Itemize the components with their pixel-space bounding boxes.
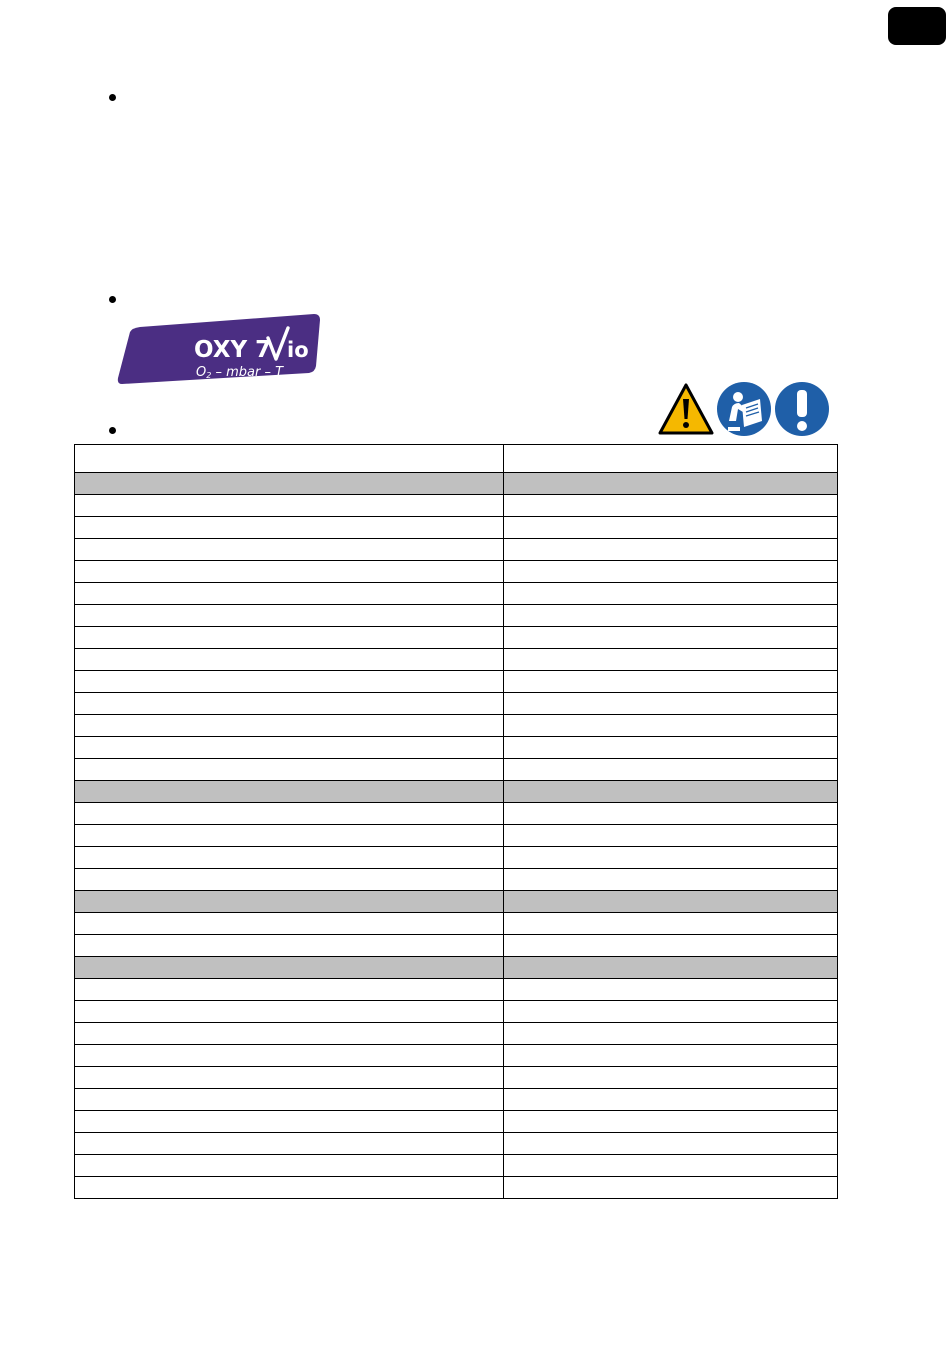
table-cell-value (504, 715, 838, 737)
table-cell-label (75, 1133, 504, 1155)
table-cell-label (75, 495, 504, 517)
table-cell-value (504, 649, 838, 671)
table-cell-value (504, 473, 838, 495)
table-cell-label (75, 825, 504, 847)
table-row (75, 539, 838, 561)
table-cell-label (75, 715, 504, 737)
table-row (75, 1155, 838, 1177)
table-cell-label (75, 869, 504, 891)
table-cell-label (75, 737, 504, 759)
table-row (75, 737, 838, 759)
table-cell-value (504, 847, 838, 869)
table-cell-label (75, 759, 504, 781)
table-cell-value (504, 1067, 838, 1089)
table-row (75, 847, 838, 869)
table-cell-label (75, 627, 504, 649)
bullet-1 (109, 94, 116, 101)
table-row (75, 1023, 838, 1045)
table-cell-label (75, 913, 504, 935)
table-cell-value (504, 627, 838, 649)
table-cell-value (504, 803, 838, 825)
table-cell-value (504, 979, 838, 1001)
table-cell-value (504, 693, 838, 715)
table-cell-label (75, 891, 504, 913)
table-cell-label (75, 1067, 504, 1089)
table-section-row (75, 781, 838, 803)
table-row (75, 1177, 838, 1199)
table-cell-label (75, 649, 504, 671)
table-cell-label (75, 957, 504, 979)
table-cell-label (75, 1155, 504, 1177)
table-cell-label (75, 473, 504, 495)
bullet-2 (109, 296, 116, 303)
table-cell-label (75, 693, 504, 715)
table-cell-label (75, 671, 504, 693)
table-cell-label (75, 1089, 504, 1111)
table-cell-label (75, 1111, 504, 1133)
table-cell-label (75, 583, 504, 605)
table-row (75, 759, 838, 781)
table-cell-value (504, 737, 838, 759)
table-cell-value (504, 957, 838, 979)
warning-triangle-icon (658, 381, 714, 437)
table-row (75, 1133, 838, 1155)
table-row (75, 1067, 838, 1089)
spec-table (74, 444, 838, 1199)
table-row (75, 979, 838, 1001)
table-header-row (75, 445, 838, 473)
table-cell-label (75, 847, 504, 869)
table-cell-value (504, 605, 838, 627)
svg-text:OXY 7 (194, 337, 271, 363)
table-row (75, 627, 838, 649)
safety-icons (658, 381, 830, 437)
logo-subtitle-rest: – mbar – T (211, 365, 284, 380)
table-cell-value (504, 583, 838, 605)
table-cell-label (75, 445, 504, 473)
table-row (75, 935, 838, 957)
table-cell-label (75, 1045, 504, 1067)
table-cell-value (504, 913, 838, 935)
table-row (75, 649, 838, 671)
table-row (75, 693, 838, 715)
table-cell-value (504, 539, 838, 561)
table-row (75, 1045, 838, 1067)
language-tab (888, 7, 946, 45)
table-cell-value (504, 1111, 838, 1133)
logo-brand: OXY 7 (194, 337, 272, 363)
table-cell-value (504, 1155, 838, 1177)
table-cell-value (504, 869, 838, 891)
table-cell-label (75, 1177, 504, 1199)
table-cell-value (504, 671, 838, 693)
table-cell-value (504, 495, 838, 517)
read-manual-icon (716, 381, 772, 437)
table-cell-label (75, 539, 504, 561)
logo-subtitle-o: O (196, 365, 207, 380)
table-cell-label (75, 935, 504, 957)
table-row (75, 583, 838, 605)
table-cell-label (75, 803, 504, 825)
table-row (75, 1111, 838, 1133)
table-cell-value (504, 1023, 838, 1045)
svg-text:io (287, 338, 309, 362)
table-row (75, 605, 838, 627)
table-row (75, 913, 838, 935)
logo-suffix: io (287, 338, 309, 362)
table-row (75, 1089, 838, 1111)
table-section-row (75, 957, 838, 979)
table-section-row (75, 473, 838, 495)
table-row (75, 803, 838, 825)
bullet-3 (109, 427, 116, 434)
table-cell-value (504, 1133, 838, 1155)
table-cell-label (75, 1001, 504, 1023)
table-section-row (75, 891, 838, 913)
table-cell-value (504, 891, 838, 913)
table-cell-value (504, 1001, 838, 1023)
table-cell-value (504, 1177, 838, 1199)
table-cell-value (504, 825, 838, 847)
product-logo (116, 312, 322, 386)
table-row (75, 671, 838, 693)
table-row (75, 715, 838, 737)
table-cell-value (504, 935, 838, 957)
table-cell-value (504, 517, 838, 539)
table-cell-value (504, 1089, 838, 1111)
table-cell-label (75, 1023, 504, 1045)
table-row (75, 517, 838, 539)
table-cell-value (504, 781, 838, 803)
table-cell-value (504, 445, 838, 473)
table-row (75, 825, 838, 847)
table-row (75, 1001, 838, 1023)
table-cell-value (504, 759, 838, 781)
table-cell-label (75, 517, 504, 539)
logo-subtitle-sub: 2 (206, 371, 212, 380)
mandatory-notice-icon (774, 381, 830, 437)
table-cell-label (75, 605, 504, 627)
table-cell-value (504, 561, 838, 583)
table-row (75, 869, 838, 891)
table-cell-label (75, 979, 504, 1001)
table-cell-value (504, 1045, 838, 1067)
table-cell-label (75, 561, 504, 583)
table-row (75, 495, 838, 517)
table-cell-label (75, 781, 504, 803)
table-row (75, 561, 838, 583)
